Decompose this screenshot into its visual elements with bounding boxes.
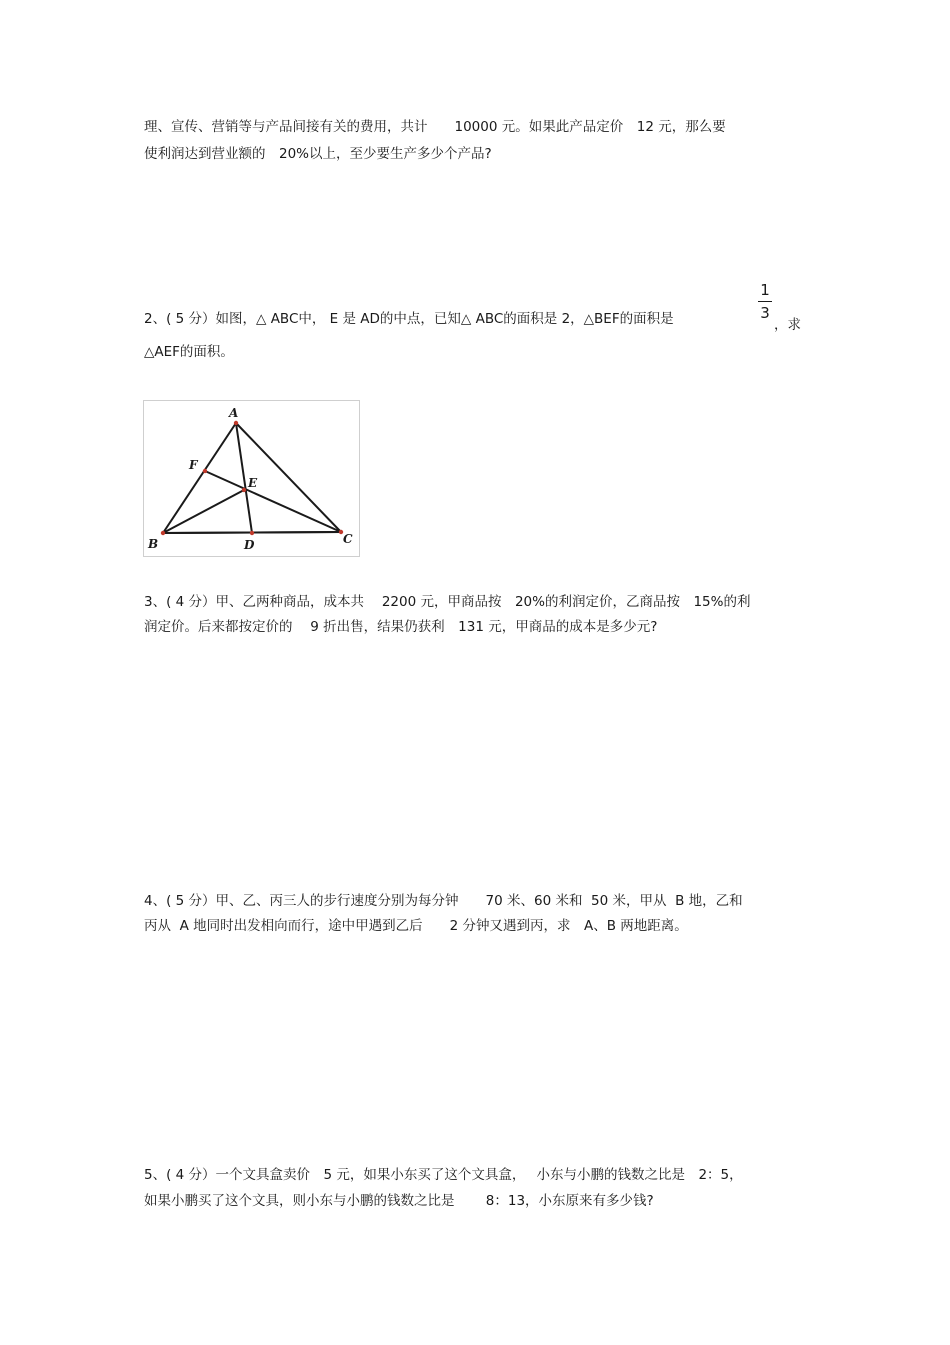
problem5-line2: 如果小鹏买了这个文具，则小东与小鹏的钱数之比是 8：13，小东原来有多少钱? (144, 1193, 654, 1209)
segment-fc (205, 471, 341, 532)
fraction-denominator: 3 (760, 304, 770, 322)
problem3-line2: 润定价。后来都按定价的 9 折出售，结果仍获利 131 元，甲商品的成本是多少元? (144, 619, 658, 635)
fraction-numerator: 1 (760, 281, 770, 299)
problem1-line2: 使利润达到营业额的 20%以上，至少要生产多少个产品? (144, 146, 492, 162)
problem5-line1: 5、( 4 分）一个文具盒卖价 5 元，如果小东买了这个文具盒， 小东与小鹏的钱数之比是 2：5， (144, 1167, 743, 1183)
segment-be (163, 490, 244, 533)
problem2-line1: 2、( 5 分）如图，△ ABC中， E 是 AD的中点，已知△ ABC的面积是 2，△BEF的面积是 (144, 311, 674, 327)
problem1-line1: 理、宣传、营销等与产品间接有关的费用，共计 10000 元。如果此产品定价 12 元，那么要 (144, 119, 726, 135)
point-e (242, 488, 246, 492)
point-b (161, 531, 165, 535)
problem4-line2: 丙从 A 地同时出发相向而行，途中甲遇到乙后 2 分钟又遇到丙，求 A、B 两地距离。 (144, 918, 688, 934)
triangle-diagram (144, 401, 359, 556)
label-b: B (148, 537, 159, 551)
label-d: D (244, 538, 255, 552)
point-f (203, 469, 207, 473)
problem2-line2: △AEF的面积。 (144, 344, 234, 360)
label-f: F (189, 458, 198, 472)
problem3-line1: 3、( 4 分）甲、乙两种商品，成本共 2200 元，甲商品按 20%的利润定价，乙商品按 15%的利 (144, 594, 751, 610)
segment-ab (163, 423, 236, 533)
problem2-line1-end: ，求 (774, 317, 801, 333)
triangle-figure (143, 400, 360, 557)
fraction-one-third (758, 283, 772, 321)
point-a (234, 421, 238, 425)
label-a: A (229, 406, 239, 420)
label-c: C (343, 532, 353, 546)
fraction-bar (758, 301, 772, 302)
label-e: E (248, 476, 258, 490)
point-d (250, 531, 254, 535)
problem4-line1: 4、( 5 分）甲、乙、丙三人的步行速度分别为每分钟 70 米、60 米和 50 米，甲从 B 地，乙和 (144, 893, 743, 909)
